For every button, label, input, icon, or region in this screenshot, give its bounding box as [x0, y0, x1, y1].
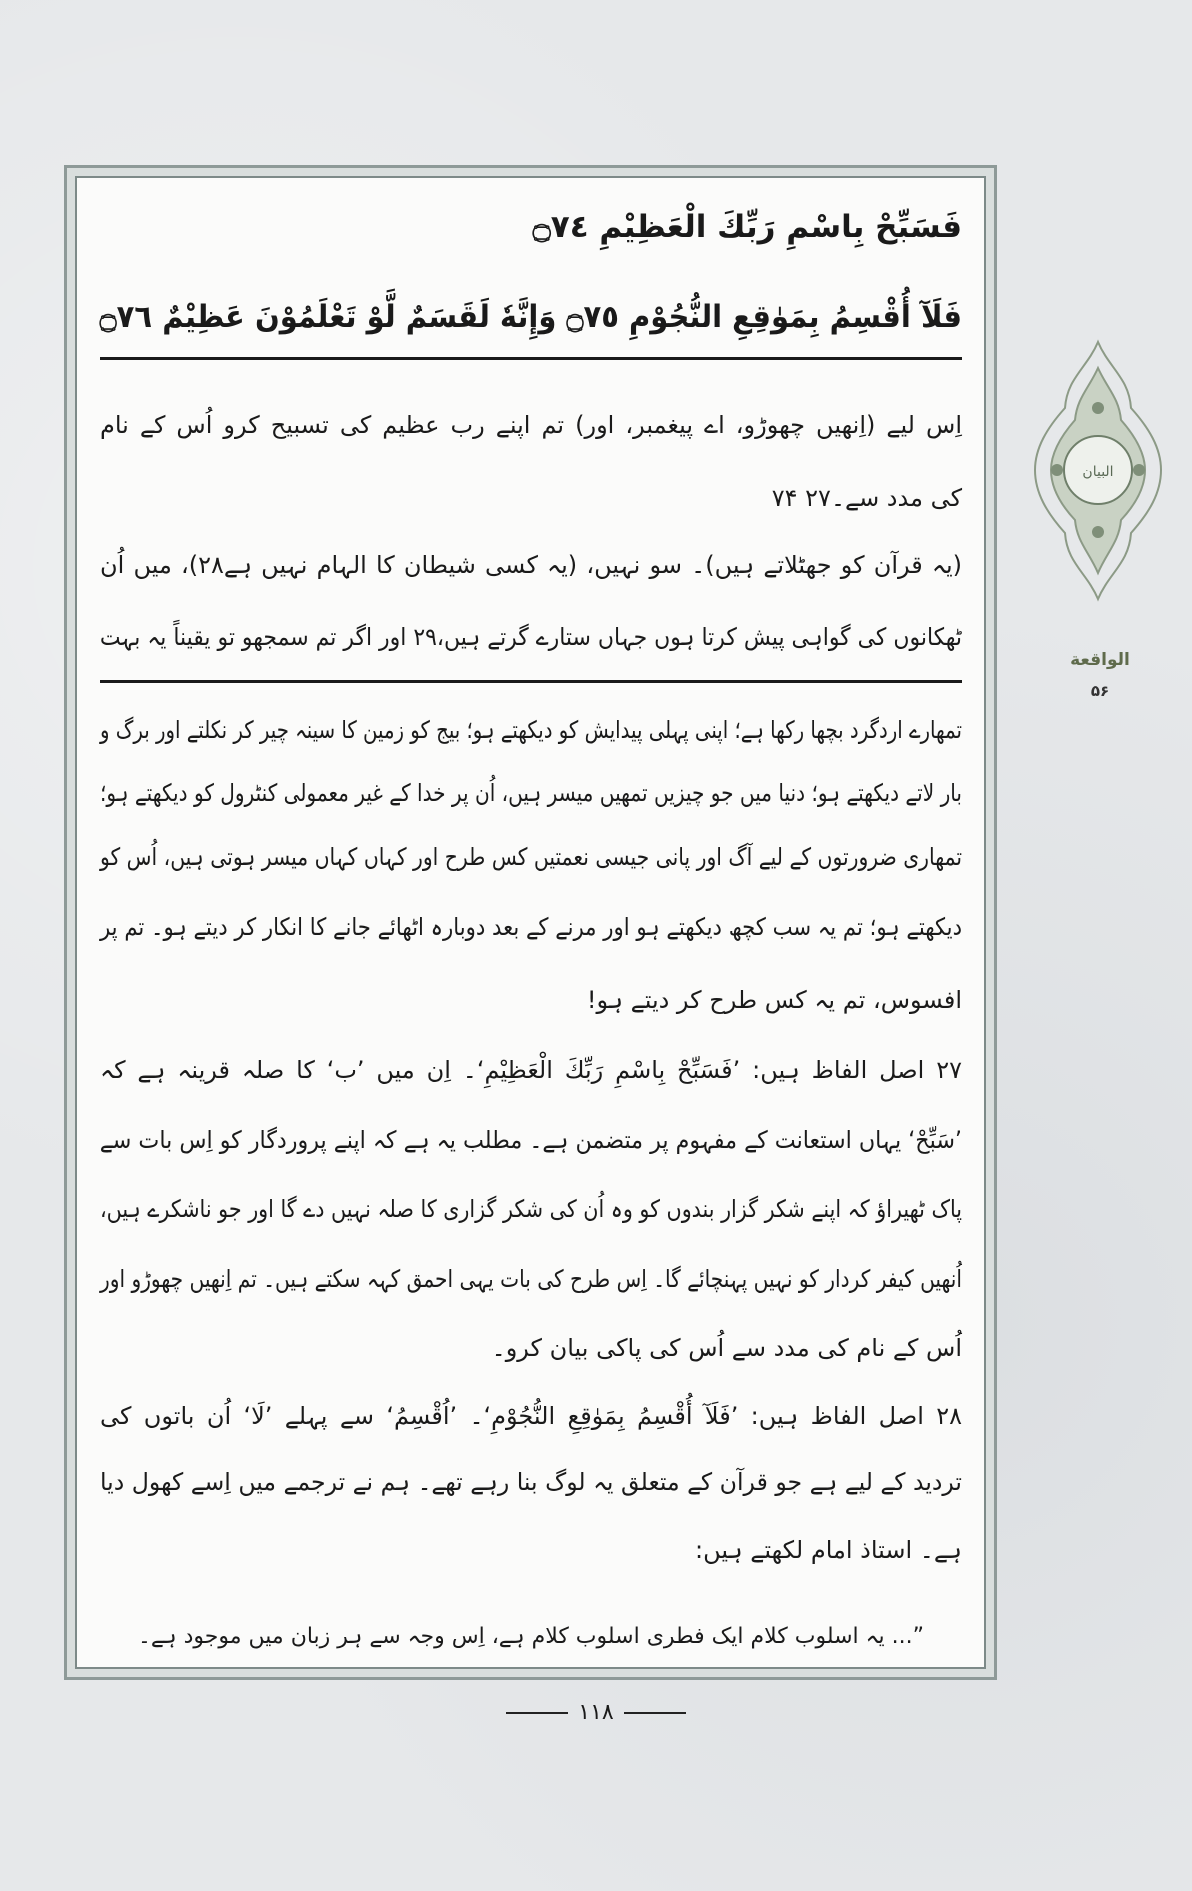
- note-27-line: ’سَبِّحْ‘ یہاں استعانت کے مفہوم پر متضمن ہے۔ مطلب یہ ہے کہ اپنے پروردگار کو اِس بات سے: [99, 1126, 963, 1154]
- note-28-line: ۲۸ اصل الفاظ ہیں: ’فَلَآ أُقْسِمُ بِمَوٰقِعِ النُّجُوْمِ‘۔ ’اُقْسِمُ‘ سے پہلے ’لَا‘ اُن باتوں کی: [100, 1402, 962, 1430]
- verse-line: فَلَآ أُقْسِمُ بِمَوٰقِعِ النُّجُوْمِ ۝٧٥ وَإِنَّهٗ لَقَسَمٌ لَّوْ تَعْلَمُوْنَ عَظِيْمٌ ۝٧٦: [99, 299, 962, 335]
- translation-line: (یہ قرآن کو جھٹلاتے ہیں)۔ سو نہیں، (یہ کسی شیطان کا الہام نہیں ہے۲۸)، میں اُن: [100, 551, 962, 579]
- page-number-dash: [506, 1712, 568, 1714]
- divider-rule: [100, 680, 962, 683]
- commentary-line: دیکھتے ہو؛ تم یہ سب کچھ دیکھتے ہو اور مرنے کے بعد دوبارہ اٹھائے جانے کا انکار کر دیتے ہو۔ تم پر: [100, 913, 962, 941]
- note-28-line: تردید کے لیے ہے جو قرآن کے متعلق یہ لوگ بنا رہے تھے۔ ہم نے ترجمے میں اِسے کھول دیا: [100, 1468, 962, 1496]
- page-number-dash: [624, 1712, 686, 1714]
- note-27-line: اُنھیں کیفر کردار کو نہیں پہنچائے گا۔ اِس طرح کی بات یہی احمق کہہ سکتے ہیں۔ تم اِنھیں چھوڑو اور: [100, 1265, 962, 1293]
- quote-line: ”... یہ اسلوب کلام ایک فطری اسلوب کلام ہے، اِس وجہ سے ہر زبان میں موجود ہے۔: [137, 1624, 925, 1649]
- surah-name: الواقعة: [1070, 650, 1130, 670]
- commentary-line: تمھاری ضرورتوں کے لیے آگ اور پانی جیسی نعمتیں کس طرح اور کہاں کہاں میسر ہوتی ہیں، اُس کو: [100, 843, 962, 871]
- page-number: [446, 1700, 746, 1725]
- ornament-medallion-icon: [1027, 338, 1169, 603]
- verse-line: فَسَبِّحْ بِاسْمِ رَبِّكَ الْعَظِيْمِ ۝٧٤: [532, 209, 962, 245]
- ornament-label: البيان: [1082, 464, 1114, 480]
- commentary-line: بار لاتے دیکھتے ہو؛ دنیا میں جو چیزیں تمھیں میسر ہیں، اُن پر خدا کے غیر معمولی کنٹرول کو دیکھتے ہو؛: [100, 779, 962, 807]
- translation-line: اِس لیے (اِنھیں چھوڑو، اے پیغمبر، اور) تم اپنے رب عظیم کی تسبیح کرو اُس کے نام: [100, 411, 962, 439]
- divider-rule: [100, 357, 962, 360]
- note-27-line: ۲۷ اصل الفاظ ہیں: ’فَسَبِّحْ بِاسْمِ رَبِّكَ الْعَظِيْمِ‘۔ اِن میں ’ب‘ کا صلہ قرینہ ہے کہ: [100, 1056, 962, 1084]
- commentary-line: افسوس، تم یہ کس طرح کر دیتے ہو!: [586, 986, 962, 1014]
- translation-line: ٹھکانوں کی گواہی پیش کرتا ہوں جہاں ستارے گرتے ہیں،۲۹ اور اگر تم سمجھو تو یقیناً یہ بہت: [99, 623, 962, 651]
- page-number-text: ۱۱۸: [578, 1700, 614, 1725]
- surah-number: ۵۶: [1090, 682, 1110, 700]
- note-27-line: اُس کے نام کی مدد سے اُس کی پاکی بیان کرو۔: [491, 1334, 962, 1362]
- commentary-line: تمھارے اردگرد بچھا رکھا ہے؛ اپنی پہلی پیدایش کو دیکھتے ہو؛ بیج کو زمین کا سینہ چیر کر نکلتے اور برگ و: [99, 716, 962, 744]
- translation-line: کی مدد سے۔۲۷ ۷۴: [771, 484, 962, 512]
- note-27-line: پاک ٹھیراؤ کہ اپنے شکر گزار بندوں کو وہ اُن کی شکر گزاری کا صلہ نہیں دے گا اور جو ناشکرے ہیں،: [99, 1195, 962, 1223]
- note-28-line: ہے۔ استاذ امام لکھتے ہیں:: [694, 1536, 962, 1564]
